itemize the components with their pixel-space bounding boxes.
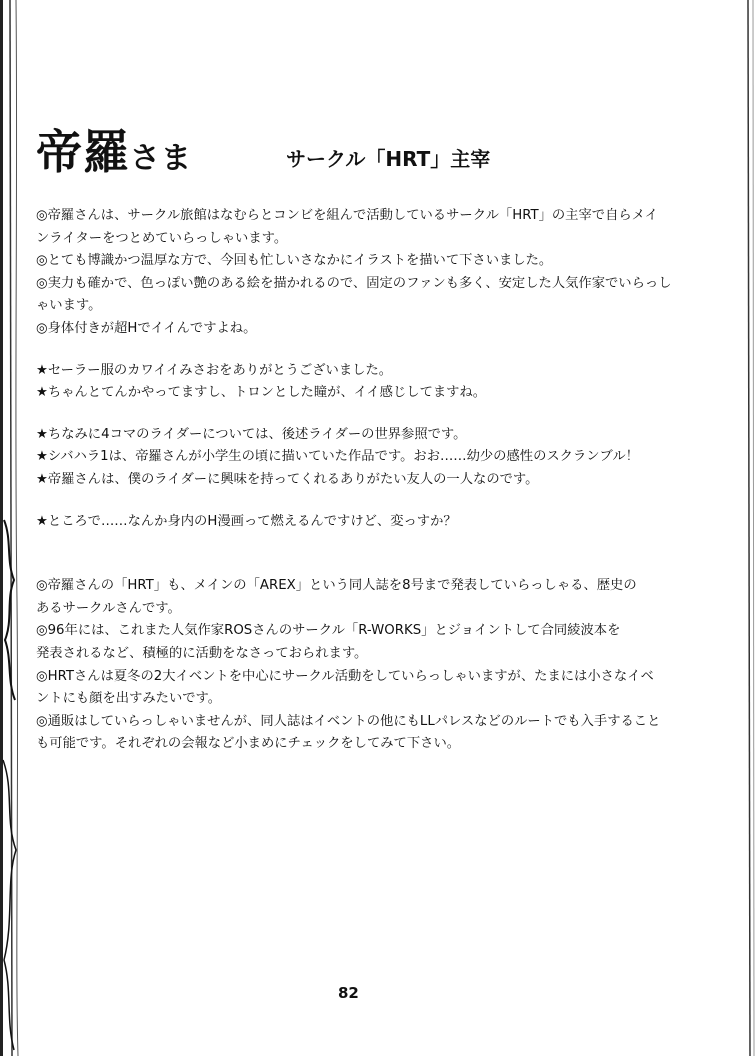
text-line: も可能です。それぞれの会報など小まめにチェックをしてみて下さい。 (36, 736, 461, 752)
text-line: ◎帝羅さんの「HRT」も、メインの「AREX」という同人誌を8号まで発表していらっしゃる、歴史の (36, 578, 637, 594)
left-page-edge-illustration (0, 0, 22, 1056)
text-line: ◎身体付きが超Hでイイんですよね。 (36, 320, 257, 336)
text-line: ンライターをつとめていらっしゃいます。 (36, 230, 288, 246)
artist-name-heading (36, 126, 192, 185)
text-line: ◎通販はしていらっしゃいませんが、同人誌はイベントの他にもLLパレスなどのルートでも入手すること (36, 713, 661, 729)
text-line: ★帝羅さんは、僕のライダーに興味を持ってくれるありがたい友人の一人なのです。 (36, 471, 539, 487)
spacer (36, 405, 704, 424)
right-page-edge (743, 0, 755, 1056)
text-line: あるサークルさんです。 (36, 600, 181, 616)
article-body (36, 205, 704, 756)
text-line: ◎実力も確かで、色っぽい艶のある絵を描かれるので、固定のファンも多く、安定した人気作家でいらっし (36, 275, 672, 291)
text-line: ントにも顔を出すみたいです。 (36, 691, 222, 707)
spacer (36, 492, 704, 511)
text-line: ★セーラー服のカワイイみさおをありがとうございました。 (36, 362, 393, 378)
artist-role: サークル「HRT」主宰 (286, 147, 491, 171)
text-line: ★ちゃんとてんかやってますし、トロンとした瞳が、イイ感じしてますね。 (36, 385, 487, 401)
text-line: ★シバハラ1は、帝羅さんが小学生の頃に描いていた作品です。おお……幼少の感性のスクランブル！ (36, 449, 639, 465)
text-line: ◎HRTさんは夏冬の2大イベントを中心にサークル活動をしていらっしゃいますが、たまには小さなイベ (36, 668, 654, 684)
text-line: ★ところで……なんか身内のH漫画って燃えるんですけど、変っすか？ (36, 513, 457, 529)
text-line: ◎とても博識かつ温厚な方で、今回も忙しいさなかにイラストを描いて下さいました。 (36, 253, 553, 269)
paragraph-circle-info (36, 575, 704, 756)
spacer (36, 341, 704, 360)
page-number: 82 (338, 984, 359, 1002)
text-line: ゃいます。 (36, 298, 102, 314)
text-line: ◎96年には、これまた人気作家ROSさんのサークル「R-WORKS」とジョイントして合同綾波本を (36, 623, 621, 639)
paragraph-notes (36, 424, 704, 492)
honorific: さま (130, 141, 192, 176)
paragraph-intro (36, 205, 704, 341)
article-header (36, 126, 716, 186)
text-line: ◎帝羅さんは、サークル旅館はなむらとコンビを組んで活動しているサークル「HRT」の主宰で自らメイ (36, 208, 658, 223)
text-line: ★ちなみに4コマのライダーについては、後述ライダーの世界参照です。 (36, 426, 467, 442)
paragraph-thanks (36, 360, 704, 405)
text-line: 発表されるなど、積極的に活動をなさっておられます。 (36, 645, 368, 661)
spacer (36, 533, 704, 575)
artist-name: 帝羅 (36, 125, 130, 179)
paragraph-aside (36, 511, 704, 534)
